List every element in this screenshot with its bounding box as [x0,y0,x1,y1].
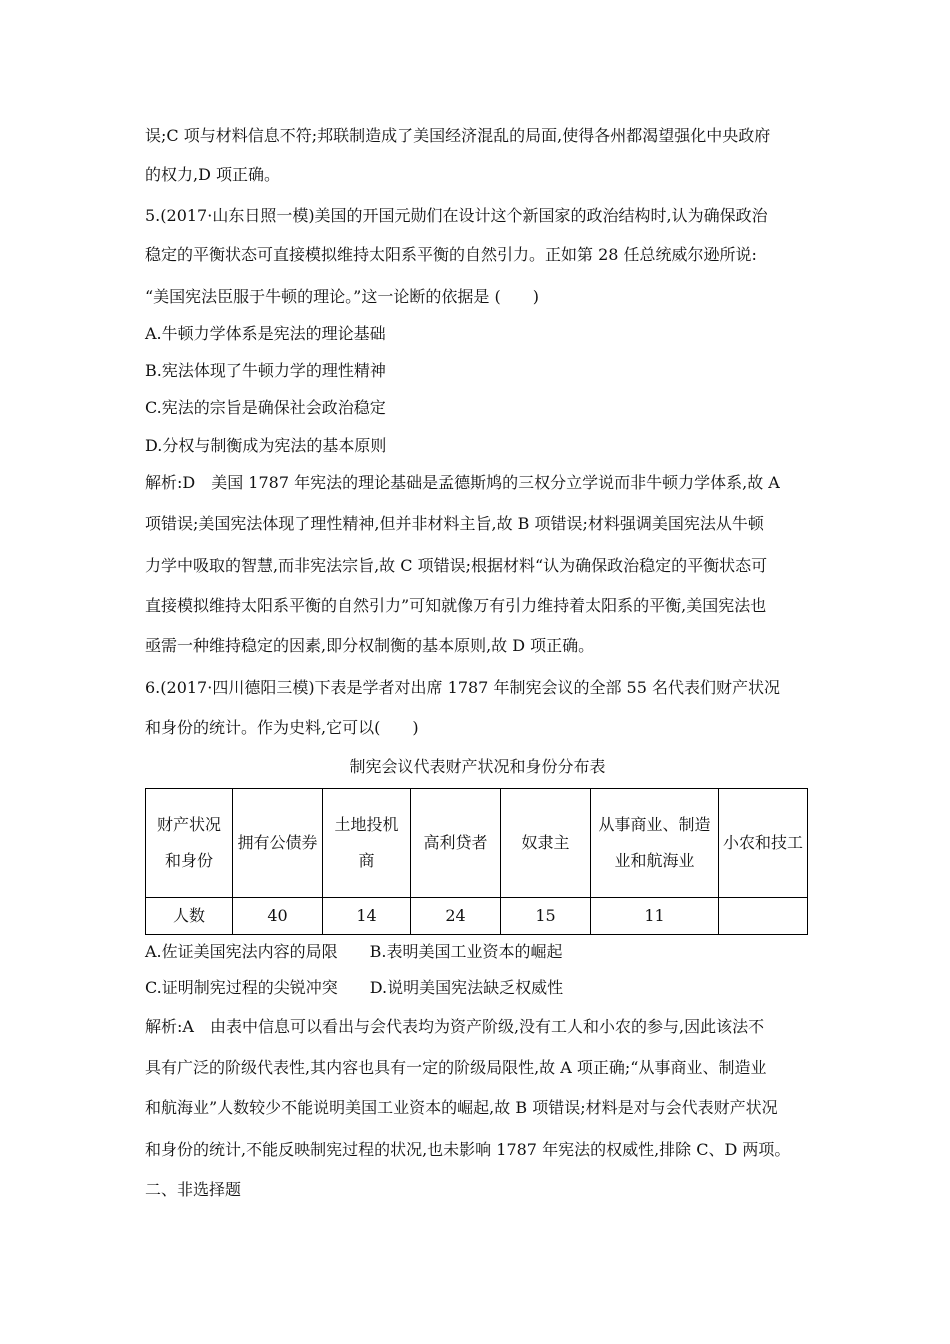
text-line: 稳定的平衡状态可直接模拟维持太阳系平衡的自然引力。正如第 28 任总统威尔逊所说: [145,245,757,264]
text-line: “美国宪法臣服于牛顿的理论。”这一论断的依据是 ( ) [145,287,539,306]
table-header-cell: 从事商业、制造业和航海业 [591,789,719,898]
option-d: D.分权与制衡成为宪法的基本原则 [145,436,387,455]
text-line: 误;C 项与材料信息不符;邦联制造成了美国经济混乱的局面,使得各州都渴望强化中央政府 [145,126,771,145]
option-a: A.牛顿力学体系是宪法的理论基础 [145,324,386,343]
question-5-stem: 5.(2017·山东日照一模)美国的开国元勋们在设计这个新国家的政治结构时,认为确保政治 [145,206,768,225]
text-line: 亟需一种维持稳定的因素,即分权制衡的基本原则,故 D 项正确。 [145,636,595,655]
section-heading: 二、非选择题 [145,1180,242,1199]
analysis-6: 解析:A 由表中信息可以看出与会代表均为资产阶级,没有工人和小农的参与,因此该法不 [145,1017,765,1036]
table-cell: 14 [323,898,411,935]
text-line: 和航海业”人数较少不能说明美国工业资本的崛起,故 B 项错误;材料是对与会代表财产状况 [145,1098,778,1117]
analysis-5: 解析:D 美国 1787 年宪法的理论基础是孟德斯鸠的三权分立学说而非牛顿力学体系,故 A [145,473,780,492]
table-cell: 人数 [146,898,233,935]
option-b: B.宪法体现了牛顿力学的理性精神 [145,361,386,380]
text-line: 的权力,D 项正确。 [145,165,281,184]
table-header-cell: 拥有公债券 [233,789,323,898]
table-header-cell: 财产状况和身份 [146,789,233,898]
text-line: 直接模拟维持太阳系平衡的自然引力”可知就像万有引力维持着太阳系的平衡,美国宪法也 [145,596,767,615]
options-ab: A.佐证美国宪法内容的局限 B.表明美国工业资本的崛起 [145,942,563,961]
distribution-table [145,788,808,935]
options-cd: C.证明制宪过程的尖锐冲突 D.说明美国宪法缺乏权威性 [145,978,564,997]
table-header-cell: 土地投机商 [323,789,411,898]
table-header-cell: 奴隶主 [501,789,591,898]
table-cell: 11 [591,898,719,935]
text-line: 和身份的统计。作为史料,它可以( ) [145,718,419,737]
text-line: 和身份的统计,不能反映制宪过程的状况,也未影响 1787 年宪法的权威性,排除 C、D 两项。 [145,1140,791,1159]
table-cell [719,898,808,935]
question-6-stem: 6.(2017·四川德阳三模)下表是学者对出席 1787 年制宪会议的全部 55 名代表们财产状况 [145,678,780,697]
table-row [146,898,808,935]
table-header-cell: 小农和技工 [719,789,808,898]
text-line: 力学中吸取的智慧,而非宪法宗旨,故 C 项错误;根据材料“认为确保政治稳定的平衡状态可 [145,556,768,575]
table-cell: 15 [501,898,591,935]
text-line: 项错误;美国宪法体现了理性精神,但并非材料主旨,故 B 项错误;材料强调美国宪法从牛顿 [145,514,764,533]
table-cell: 24 [411,898,501,935]
table-caption: 制宪会议代表财产状况和身份分布表 [349,757,606,776]
table-header-cell: 高利贷者 [411,789,501,898]
text-line: 具有广泛的阶级代表性,其内容也具有一定的阶级局限性,故 A 项正确;“从事商业、制造业 [145,1058,767,1077]
table-header-row [146,789,808,898]
option-c: C.宪法的宗旨是确保社会政治稳定 [145,398,386,417]
table-cell: 40 [233,898,323,935]
